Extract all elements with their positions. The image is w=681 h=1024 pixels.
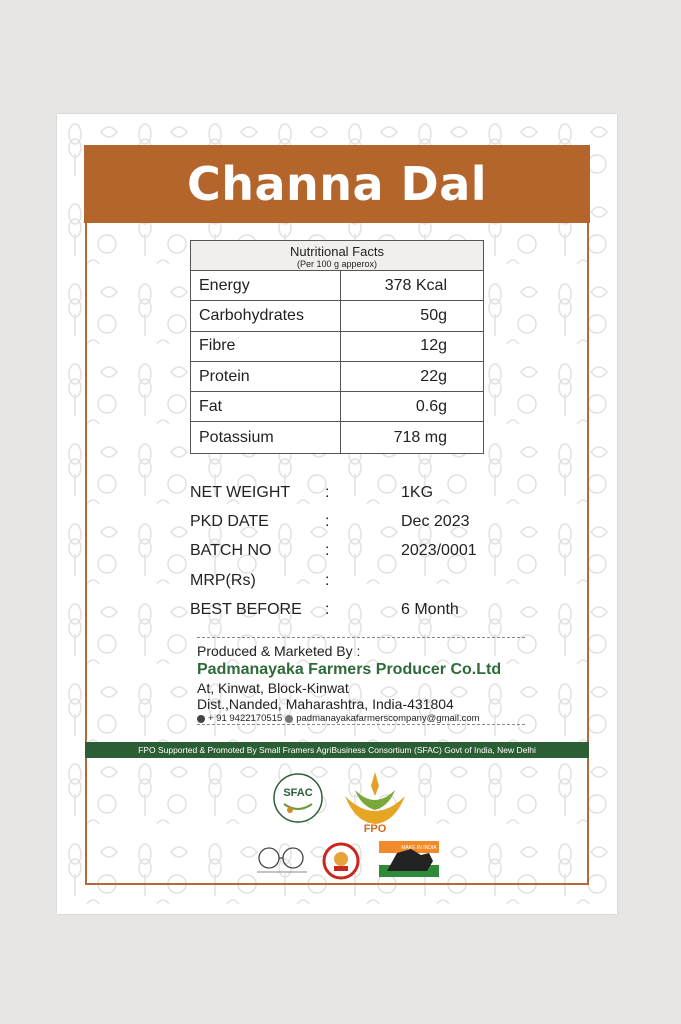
sfac-logo — [272, 772, 324, 824]
nutrition-table — [190, 240, 484, 454]
nutrient-value: 718 mg — [393, 428, 447, 446]
nutrition-row — [191, 332, 483, 362]
label-sheet — [57, 114, 617, 914]
nutrition-header — [191, 241, 483, 271]
producer-heading: Produced & Marketed By : — [197, 643, 361, 659]
info-row-pkd-date — [190, 507, 520, 536]
email-icon — [285, 715, 293, 723]
address-line-2: Dist.,Nanded, Maharashtra, India-431804 — [197, 696, 454, 712]
info-value: Dec 2023 — [401, 512, 470, 530]
nutrient-value: 0.6g — [415, 397, 447, 415]
phone-icon — [197, 715, 205, 723]
divider — [197, 724, 525, 725]
nutrient-name: Fat — [191, 392, 341, 421]
sfac-logo-text: SFAC — [283, 787, 313, 799]
emblem-logo — [322, 842, 360, 880]
nutrient-value: 50g — [420, 306, 447, 324]
nutrition-row — [191, 271, 483, 301]
sfac-band — [85, 742, 589, 758]
address-line-1: At, Kinwat, Block-Kinwat — [197, 680, 349, 696]
nutrient-name: Carbohydrates — [191, 301, 341, 330]
info-separator: : — [325, 483, 330, 501]
product-info — [190, 478, 520, 624]
info-value: 1KG — [401, 483, 434, 501]
fpo-logo — [337, 766, 413, 836]
info-label: PKD DATE — [190, 512, 269, 530]
make-in-india-logo — [379, 841, 439, 877]
nutrition-title: Nutritional Facts — [290, 244, 384, 259]
swachh-bharat-logo — [247, 846, 317, 878]
info-row-mrp — [190, 566, 520, 595]
producer-block — [197, 643, 557, 726]
info-separator: : — [325, 571, 330, 589]
nutrient-name: Potassium — [191, 422, 341, 452]
make-in-india-text: MAKE IN INDIA — [401, 845, 437, 851]
fpo-logo-text: FPO — [363, 823, 387, 835]
info-row-best-before — [190, 595, 520, 624]
info-label: BATCH NO — [190, 542, 272, 560]
info-label: BEST BEFORE — [190, 600, 302, 618]
email-address: padmanayakafarmerscompany@gmail.com — [296, 713, 480, 724]
nutrient-value: 378 Kcal — [384, 276, 447, 294]
nutrition-row — [191, 301, 483, 331]
info-row-net-weight — [190, 478, 520, 507]
divider — [197, 637, 525, 638]
info-separator: : — [325, 542, 330, 560]
nutrient-value: 22g — [420, 367, 447, 385]
nutrient-name: Fibre — [191, 332, 341, 361]
nutrient-name: Protein — [191, 362, 341, 391]
nutrition-subtitle: (Per 100 g apperox) — [296, 259, 378, 269]
phone-number: + 91 9422170515 — [208, 713, 283, 724]
nutrient-name: Energy — [191, 271, 341, 300]
nutrition-row — [191, 362, 483, 392]
info-value: 6 Month — [401, 600, 459, 618]
info-separator: : — [325, 512, 330, 530]
product-title: Channa Dal — [186, 157, 488, 211]
title-band — [84, 145, 590, 223]
info-value: 2023/0001 — [401, 542, 477, 560]
nutrition-row — [191, 392, 483, 422]
info-separator: : — [325, 600, 330, 618]
info-row-batch-no — [190, 537, 520, 566]
nutrition-row — [191, 422, 483, 452]
company-name: Padmanayaka Farmers Producer Co.Ltd — [197, 661, 502, 678]
info-label: NET WEIGHT — [190, 483, 291, 501]
sfac-band-text: FPO Supported & Promoted By Small Framers AgriBusiness Consortium (SFAC) Govt of India, New Delhi — [138, 745, 536, 755]
info-label: MRP(Rs) — [190, 571, 256, 589]
nutrient-value: 12g — [420, 337, 447, 355]
